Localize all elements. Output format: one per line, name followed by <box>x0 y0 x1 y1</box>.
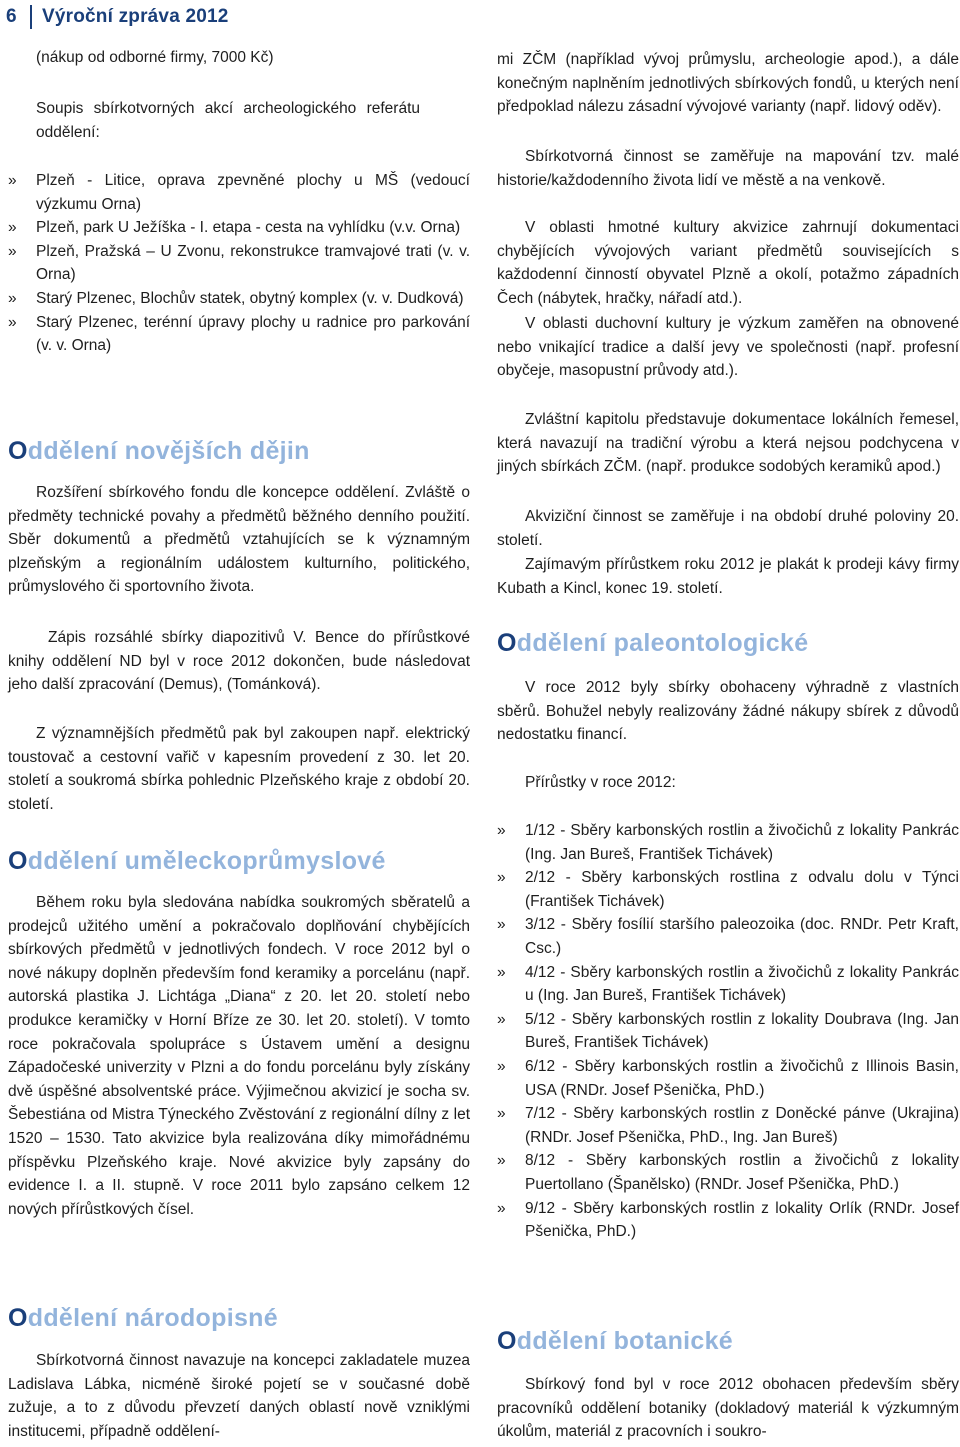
list-item: » Plzeň, park U Ježíška - I. etapa - cesta na vyhlídku (v.v. Orna) <box>8 216 470 240</box>
list-item: » Starý Plzenec, Blochův statek, obytný komplex (v. v. Dudková) <box>8 287 470 311</box>
header-divider <box>30 5 32 29</box>
increments-list <box>497 819 959 1244</box>
narodopisne-paragraph-1: Sbírkotvorná činnost navazuje na koncepci zakladatele muzea Ladislava Lábka, nicméně široké pojetí se v současné době zužuje, a to z důvodu převzetí daných oblastí nově vzniklými institucemi, případně oddělení- <box>8 1352 470 1440</box>
list-item: » 1/12 - Sběry karbonských rostlin a živočichů z lokality Pankrác (Ing. Jan Bureš, František Tichávek) <box>497 819 959 866</box>
section-heading-narodopisne: Oddělení národopisné <box>8 1304 278 1332</box>
novejsi-paragraph-2: Zápis rozsáhlé sbírky diapozitivů V. Bence do přírůstkové knihy oddělení ND byl v roce 2012 dokončen, bude následovat jeho další zpracování (Demus), (Tománková). <box>8 629 470 694</box>
list-item: » Plzeň - Litice, oprava zpevněné plochy u MŠ (vedoucí výzkumu Orna) <box>8 169 470 216</box>
list-item: » Starý Plzenec, terénní úpravy plochy u radnice pro parkování (v. v. Orna) <box>8 311 470 358</box>
list-item: » 2/12 - Sběry karbonských rostlina z odvalu dolu v Týnci (František Tichávek) <box>497 866 959 913</box>
list-item: » 5/12 - Sběry karbonských rostlin z lokality Doubrava (Ing. Jan Bureš, František Tichávek) <box>497 1008 959 1055</box>
right-paragraph-2: Sbírkotvorná činnost se zaměřuje na mapování tzv. malé historie/každodenního života lidí ve městě a na venkově. <box>497 148 959 189</box>
umelecko-paragraph-1: Během roku byla sledována nabídka soukromých sběratelů a prodejců užitého umění a pokračovalo doplňování chybějících sbírkových předmětů v jednotlivých fondech. V roce 2012 byl o nové nákupy doplněn především fond keramiky a porcelánu (např. autorská plastika J. Lichtága „Diana“ z 20. let 20. století nebo produkce keramičky v Horní Bříze ze 30. let 20. století). V tomto roce pokračovala spolupráce s Ústavem umění a designu Západočeské univerzity v Plzni a do fondu porcelánu byly získány dvě úspěšné absolventské práce. Výjimečnou akvizicí je socha sv. Šebestiána od Mistra Týneckého Zvěstování z regionální dílny z let 1520 – 1530. Tato akvizice byla realizována díky mimořádnému příspěvku Plzeňského kraje. Nové akvizice byly zapsány do evidence I. a II. stupně. V roce 2011 bylo zapsáno celkem 12 nových přírůstkových čísel. <box>8 894 470 1218</box>
section-heading-novejsi: Oddělení novějších dějin <box>8 437 310 465</box>
list-item: » Plzeň, Pražská – U Zvonu, rekonstrukce tramvajové trati (v. v. Orna) <box>8 240 470 287</box>
list-item: » 6/12 - Sběry karbonských rostlin a živočichů z Illinois Basin, USA (RNDr. Josef Pšenička, PhD.) <box>497 1055 959 1102</box>
right-paragraph-5: Zvláštní kapitolu představuje dokumentace lokálních řemesel, která navazují na tradiční výrobu a která nejsou podchycena v jiných sbírkách ZČM. (např. produkce sodobých keramiků apod.) <box>497 411 959 476</box>
right-paragraph-3: V oblasti hmotné kultury akvizice zahrnují dokumentaci chybějících vývojových variant předmětů souvisejících s každodenní činností obyvatel Plzně a okolí, potažmo západních Čech (nábytek, hračky, nářadí atd.). <box>497 219 959 307</box>
right-paragraph-7: Zajímavým přírůstkem roku 2012 je plakát k prodeji kávy firmy Kubath a Kincl, konec 19. století. <box>497 556 959 597</box>
list-item: » 7/12 - Sběry karbonských rostlin z Doněcké pánve (Ukrajina) (RNDr. Josef Pšenička, PhD., Ing. Jan Bureš) <box>497 1102 959 1149</box>
page-header <box>6 4 229 30</box>
novejsi-paragraph-1: Rozšíření sbírkového fondu dle koncepce oddělení. Zvláště o předměty technické povahy a předmětů běžného denního použití. Sběr dokumentů a předmětů vztahujících se k významným plzeňským a regionálním událostem kulturního, politického, průmyslového či sportovního života. <box>8 484 470 596</box>
list-item: » 4/12 - Sběry karbonských rostlin a živočichů z lokality Pankrác u (Ing. Jan Bureš, František Tichávek) <box>497 961 959 1008</box>
section-heading-paleo: Oddělení paleontologické <box>497 629 809 657</box>
page-number: 6 <box>6 6 17 27</box>
right-paragraph-4: V oblasti duchovní kultury je výzkum zaměřen na obnovené nebo vnikající tradice a další jevy ve společnosti (např. profesní obyčeje, masopustní průvody atd.). <box>497 315 959 380</box>
novejsi-paragraph-3: Z významnějších předmětů pak byl zakoupen např. elektrický toustovač a cestovní vařič v kapesním provedení z 30. let 20. století a soukromá sbírka pohlednic Plzeňského kraje z období 20. století. <box>8 725 470 813</box>
action-list <box>8 169 470 358</box>
section-heading-botanicke: Oddělení botanické <box>497 1327 734 1355</box>
list-item: » 9/12 - Sběry karbonských rostlin z lokality Orlík (RNDr. Josef Pšenička, PhD.) <box>497 1197 959 1244</box>
right-paragraph-6: Akviziční činnost se zaměřuje i na období druhé poloviny 20. století. <box>497 508 959 549</box>
botanicke-paragraph-1: Sbírkový fond byl v roce 2012 obohacen především sběry pracovníků oddělení botaniky (dokladový materiál k výzkumným úkolům, materiál z pracovních i soukro- <box>497 1376 959 1441</box>
increments-label: Přírůstky v roce 2012: <box>525 774 676 791</box>
list-item: » 3/12 - Sběry fosílií staršího paleozoika (doc. RNDr. Petr Kraft, Csc.) <box>497 913 959 960</box>
report-title: Výroční zpráva 2012 <box>42 6 229 27</box>
continued-paragraph: mi ZČM (například vývoj průmyslu, archeologie apod.), a dále konečným naplněním jednotlivých sbírkových fondů, u kterých není předpoklad nálezu zásadní vývojové varianty (např. lidový oděv). <box>497 51 959 116</box>
intro-line: (nákup od odborné firmy, 7000 Kč) <box>36 49 274 66</box>
section-heading-umelecko: Oddělení uměleckoprůmyslové <box>8 847 386 875</box>
soupis-heading: Soupis sbírkotvorných akcí archeologického referátu oddělení: <box>36 100 420 141</box>
list-item: » 8/12 - Sběry karbonských rostlin a živočichů z lokality Puertollano (Španělsko) (RNDr. Josef Pšenička, PhD.) <box>497 1149 959 1196</box>
paleo-paragraph-1: V roce 2012 byly sbírky obohaceny výhradně z vlastních sběrů. Bohužel nebyly realizovány žádné nákupy sbírek z důvodů nedostatku financí. <box>497 679 959 744</box>
